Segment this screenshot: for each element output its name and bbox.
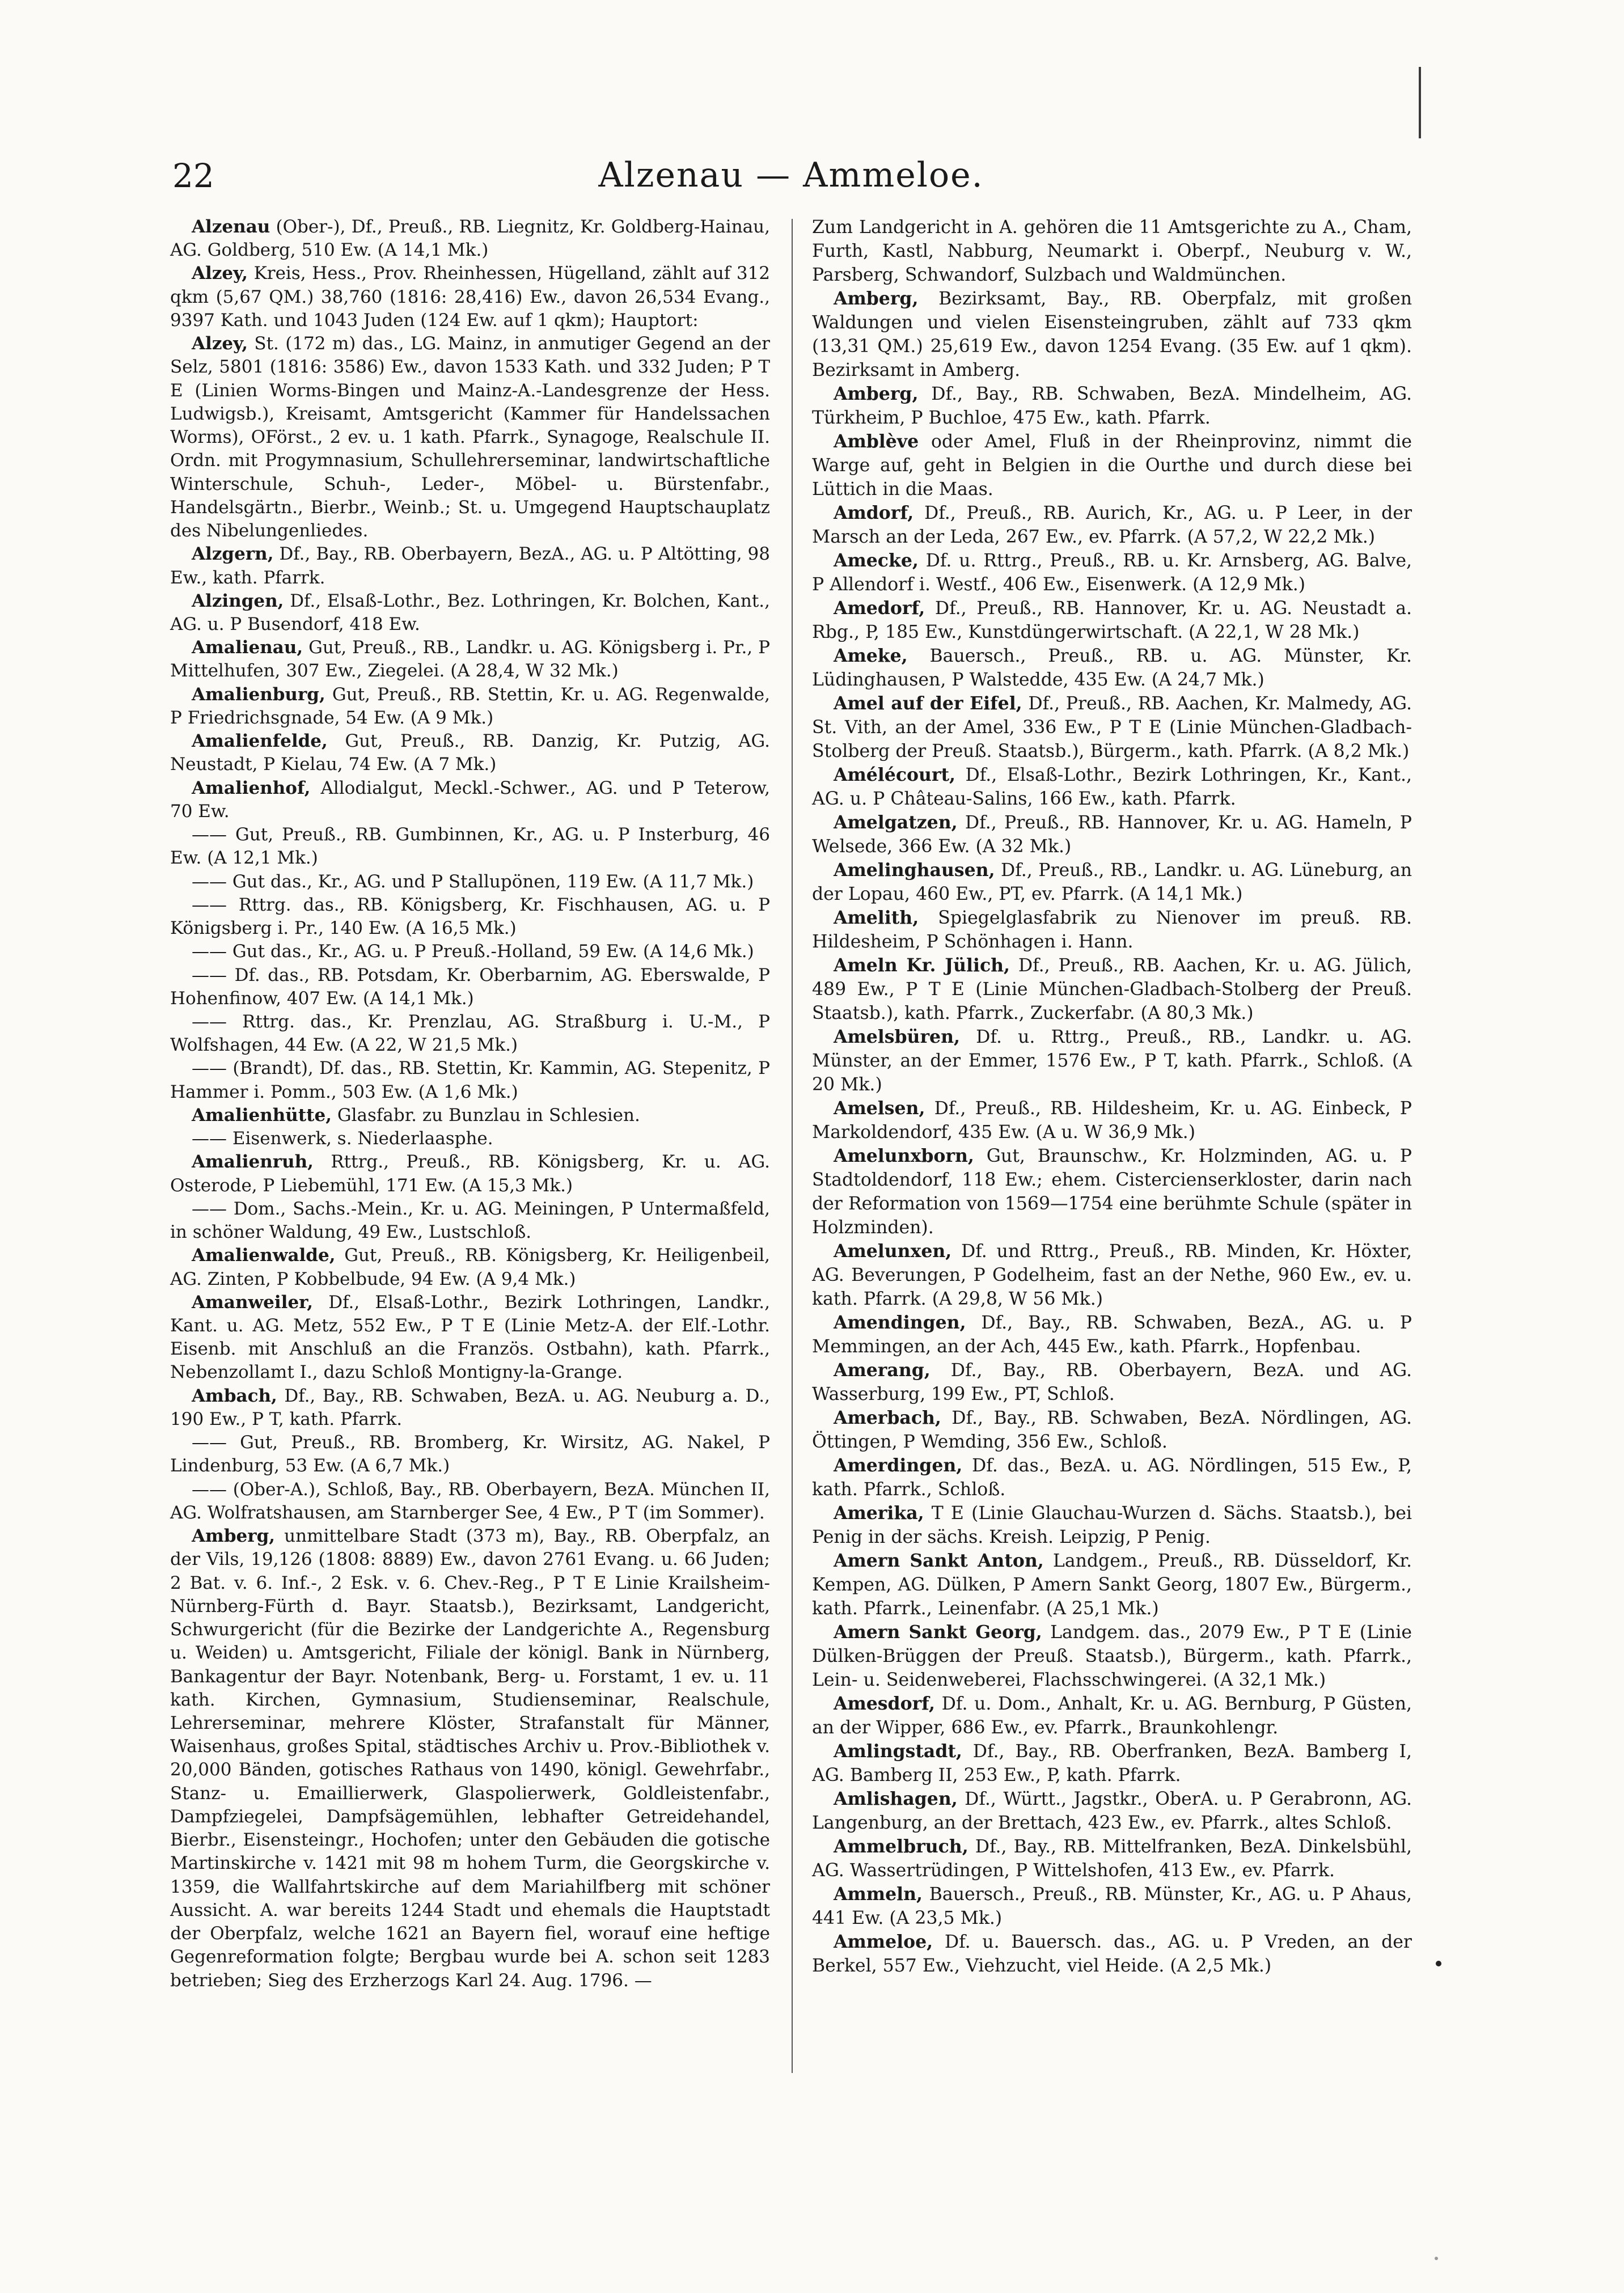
entry-headword: Amlingstadt, bbox=[834, 1741, 962, 1762]
dictionary-entry bbox=[812, 287, 1412, 382]
entry-text: Df., Preuß., RB. Hannover, Kr. u. AG. Neustadt a. Rbg., P, 185 Ew., Kunstdüngerwirtschaft. (A 22,1, W 28 Mk.) bbox=[812, 598, 1412, 642]
column-divider bbox=[792, 219, 793, 2073]
entry-headword: Amélécourt, bbox=[834, 764, 956, 785]
entry-headword: Amelinghausen, bbox=[834, 860, 995, 881]
dictionary-entry bbox=[812, 1406, 1412, 1454]
entry-headword: Amalienburg, bbox=[192, 684, 325, 705]
page-header bbox=[170, 152, 1412, 211]
entry-headword: Amlishagen, bbox=[834, 1788, 958, 1809]
dictionary-entry bbox=[170, 940, 770, 963]
dictionary-entry bbox=[812, 1692, 1412, 1740]
entry-text: Gut, Preuß., RB. Königsberg, Kr. Heiligenbeil, AG. Zinten, P Kobbelbude, 94 Ew. (A 9,4 Mk.) bbox=[170, 1245, 770, 1289]
entry-text: Df., Preuß., RB. Aurich, Kr., AG. u. P Leer, in der Marsch an der Leda, 267 Ew., ev. Pfarrk. (A 57,2, W 22,2 Mk.) bbox=[812, 503, 1412, 547]
entry-headword: Amelith, bbox=[834, 907, 919, 928]
entry-headword: Ammeln, bbox=[834, 1884, 923, 1905]
entry-headword: Amberg, bbox=[834, 383, 919, 404]
right-column bbox=[812, 215, 1412, 1978]
entry-text: unmittelbare Stadt (373 m), Bay., RB. Oberpfalz, an der Vils, 19,126 (1808: 8889) Ew., davon 2761 Evang. u. 66 Juden; 2 Bat. v. 6. Inf.-, 2 Esk. v. 6. Chev.-Reg., P T E Linie Krailsheim-Nürnberg-Fürth d. Bayr. Staatsb.), Bezirksamt, Landgericht, Schwurgericht (für die Bezirke der Landgerichte A., Regensburg u. Weiden) u. Amtsgericht, Filiale der königl. Bank in Nürnberg, Bankagentur der Bayr. Notenbank, Berg- u. Forstamt, 1 ev. u. 11 kath. Kirchen, Gymnasium, Studienseminar, Realschule, Lehrerseminar, mehrere Klöster, Strafanstalt für Männer, Waisenhaus, großes Spital, städtisches Archiv u. Prov.-Bibliothek v. 20,000 Bänden, gotisches Rathaus von 1490, königl. Gewehrfabr., Stanz- u. Emaillierwerk, Glaspolierwerk, Goldleistenfabr., Dampfziegelei, Dampfsägemühlen, lebhafter Getreidehandel, Bierbr., Eisensteingr., Hochofen; unter den Gebäuden die gotische Martinskirche v. 1421 mit 98 m hohem Turm, die Georgskirche v. 1359, die Wallfahrtskirche auf dem Mariahilfberg mit schöner Aussicht. A. war bereits 1244 Stadt und ehemals die Hauptstadt der Oberpfalz, welche 1621 an Bayern fiel, worauf eine heftige Gegenreformation folgte; Bergbau wurde bei A. schon seit 1283 betrieben; Sieg des Erzherzogs Karl 24. Aug. 1796. — bbox=[170, 1526, 770, 1991]
dictionary-entry bbox=[812, 811, 1412, 858]
dictionary-entry bbox=[812, 1787, 1412, 1835]
entry-text: Df., Elsaß-Lothr., Bez. Lothringen, Kr. Bolchen, Kant., AG. u. P Busendorf, 418 Ew. bbox=[170, 590, 770, 634]
dictionary-entry bbox=[812, 763, 1412, 811]
entry-headword: Amelunxen, bbox=[834, 1241, 952, 1262]
entry-text: —— Dom., Sachs.-Mein., Kr. u. AG. Meiningen, P Untermaßfeld, in schöner Waldung, 49 Ew., Lustschloß. bbox=[170, 1198, 770, 1243]
dictionary-entry bbox=[812, 1359, 1412, 1406]
entry-text: Df., Bay., RB. Mittelfranken, BezA. Dinkelsbühl, AG. Wassertrüdingen, P Wittelshofen, 413 Ew., ev. Pfarrk. bbox=[812, 1837, 1412, 1881]
entry-text: —— Rttrg. das., Kr. Prenzlau, AG. Straßburg i. U.-M., P Wolfshagen, 44 Ew. (A 22, W 21,5 Mk.) bbox=[170, 1011, 770, 1056]
dictionary-entry bbox=[170, 683, 770, 730]
entry-text: Allodialgut, Meckl.-Schwer., AG. und P Teterow, 70 Ew. bbox=[170, 777, 770, 822]
entry-text: Df., Preuß., RB. Hannover, Kr. u. AG. Hameln, P Welsede, 366 Ew. (A 32 Mk.) bbox=[812, 813, 1412, 857]
dictionary-entry bbox=[170, 870, 770, 894]
entry-text: Gut, Preuß., RB., Landkr. u. AG. Königsberg i. Pr., P Mittelhufen, 307 Ew., Ziegelei. (A 28,4, W 32 Mk.) bbox=[170, 637, 770, 682]
entry-headword: Amelgatzen, bbox=[834, 812, 958, 833]
dictionary-entry bbox=[170, 894, 770, 940]
entry-text: Df., Bay., RB. Oberfranken, BezA. Bamberg I, AG. Bamberg II, 253 Ew., P, kath. Pfarrk. bbox=[812, 1741, 1412, 1786]
dictionary-entry bbox=[170, 215, 770, 262]
entry-headword: Amblève bbox=[834, 431, 919, 452]
entry-text: Df., Elsaß-Lothr., Bezirk Lothringen, Kr., Kant., AG. u. P Château-Salins, 166 Ew., kath. Pfarrk. bbox=[812, 765, 1412, 809]
entry-text: Df. das., BezA. u. AG. Nördlingen, 515 Ew., P, kath. Pfarrk., Schloß. bbox=[812, 1456, 1412, 1500]
margin-mark bbox=[1419, 67, 1421, 138]
entry-headword: Amerang, bbox=[834, 1360, 931, 1381]
entry-text: Bauersch., Preuß., RB. u. AG. Münster, Kr. Lüdinghausen, P Walstedde, 435 Ew. (A 24,7 Mk.) bbox=[812, 646, 1412, 690]
dictionary-entry bbox=[812, 215, 1412, 287]
entry-headword: Alzey, bbox=[192, 263, 248, 284]
entry-text: Df., Preuß., RB. Aachen, Kr. Malmedy, AG. St. Vith, an der Amel, 336 Ew., P T E (Linie München-Gladbach-Stolberg der Preuß. Staatsb.), Bürgerm., kath. Pfarrk. (A 8,2 Mk.) bbox=[812, 693, 1412, 761]
entry-headword: Alzey, bbox=[192, 333, 248, 354]
dictionary-entry bbox=[812, 858, 1412, 906]
dictionary-entry bbox=[170, 1244, 770, 1291]
dictionary-entry bbox=[170, 964, 770, 1010]
dictionary-entry bbox=[812, 1882, 1412, 1930]
entry-text: Bezirksamt, Bay., RB. Oberpfalz, mit großen Waldungen und vielen Eisensteingruben, zählt auf 733 qkm (13,31 QM.) 25,619 Ew., davon 1254 Evang. (35 Ew. auf 1 qkm). Bezirksamt in Amberg. bbox=[812, 289, 1412, 380]
entry-headword: Ameln Kr. Jülich, bbox=[834, 955, 1010, 976]
entry-text: —— Eisenwerk, s. Niederlaasphe. bbox=[192, 1128, 493, 1149]
dictionary-entry bbox=[170, 1525, 770, 1992]
margin-dot bbox=[1436, 1961, 1441, 1966]
entry-text: Gut, Braunschw., Kr. Holzminden, AG. u. P Stadtoldendorf, 118 Ew.; ehem. Cistercienserkloster, darin nach der Reformation von 1569—1754 eine berühmte Schule (später in Holzminden). bbox=[812, 1146, 1412, 1238]
entry-text: Df., Bay., RB. Schwaben, BezA. Nördlingen, AG. Öttingen, P Wemding, 356 Ew., Schloß. bbox=[812, 1408, 1412, 1452]
entry-text: oder Amel, Fluß in der Rheinprovinz, nimmt die Warge auf, geht in Belgien in die Ourthe und durch diese bei Lüttich in die Maas. bbox=[812, 431, 1412, 500]
entry-headword: Amelunxborn, bbox=[834, 1145, 974, 1166]
dictionary-entry bbox=[812, 644, 1412, 692]
entry-headword: Amerbach, bbox=[834, 1407, 941, 1428]
entry-headword: Ameke, bbox=[834, 645, 908, 666]
dictionary-entry bbox=[170, 1291, 770, 1385]
left-column bbox=[170, 215, 770, 1992]
entry-text: Df. u. Rttrg., Preuß., RB. u. Kr. Arnsberg, AG. Balve, P Allendorf i. Westf., 406 Ew., Eisenwerk. (A 12,9 Mk.) bbox=[812, 551, 1412, 595]
entry-headword: Ambach, bbox=[192, 1385, 277, 1406]
entry-text: Df. u. Dom., Anhalt, Kr. u. AG. Bernburg, P Güsten, an der Wipper, 686 Ew., ev. Pfarrk., Braunkohlengr. bbox=[812, 1694, 1412, 1738]
entry-text: —— (Ober-A.), Schloß, Bay., RB. Oberbayern, BezA. München II, AG. Wolfratshausen, am Starnberger See, 4 Ew., P T (im Sommer). bbox=[170, 1479, 770, 1523]
dictionary-entry bbox=[812, 1740, 1412, 1787]
dictionary-entry bbox=[170, 543, 770, 589]
entry-text: (Ober-), Df., Preuß., RB. Liegnitz, Kr. Goldberg-Hainau, AG. Goldberg, 510 Ew. (A 14,1 Mk.) bbox=[170, 217, 770, 261]
dictionary-entry bbox=[170, 1431, 770, 1478]
dictionary-entry bbox=[812, 501, 1412, 549]
entry-headword: Amdorf, bbox=[834, 502, 914, 523]
entry-text: —— Gut das., Kr., AG. u. P Preuß.-Holland, 59 Ew. (A 14,6 Mk.) bbox=[192, 941, 754, 962]
dictionary-entry bbox=[812, 430, 1412, 501]
entry-headword: Amendingen, bbox=[834, 1312, 966, 1333]
entry-text: Df., Bay., RB. Schwaben, BezA. u. AG. Neuburg a. D., 190 Ew., P T, kath. Pfarrk. bbox=[170, 1385, 770, 1429]
page-number: 22 bbox=[172, 156, 214, 195]
entry-headword: Alzenau bbox=[192, 217, 270, 237]
dictionary-entry bbox=[170, 332, 770, 543]
entry-headword: Amerika, bbox=[834, 1503, 924, 1524]
entry-headword: Amalienhof, bbox=[192, 777, 311, 798]
entry-text: Landgem. das., 2079 Ew., P T E (Linie Dülken-Brüggen der Preuß. Staatsb.), Bürgerm., kath. Pfarrk., Lein- u. Seidenweberei, Flachsschwingerei. (A 32,1 Mk.) bbox=[812, 1622, 1412, 1690]
entry-text: Df., Württ., Jagstkr., OberA. u. P Gerabronn, AG. Langenburg, an der Brettach, 423 Ew., ev. Pfarrk., altes Schloß. bbox=[812, 1789, 1412, 1833]
entry-headword: Amern Sankt Anton, bbox=[834, 1550, 1044, 1571]
entry-text: Df. u. Bauersch. das., AG. u. P Vreden, an der Berkel, 557 Ew., Viehzucht, viel Heide. (A 2,5 Mk.) bbox=[812, 1932, 1412, 1976]
dictionary-entry bbox=[812, 692, 1412, 763]
dictionary-entry bbox=[812, 1501, 1412, 1549]
entry-text: Gut, Preuß., RB. Danzig, Kr. Putzig, AG. Neustadt, P Kielau, 74 Ew. (A 7 Mk.) bbox=[170, 731, 770, 775]
dictionary-entry bbox=[812, 906, 1412, 954]
entry-text: Df., Bay., RB. Schwaben, BezA., AG. u. P Memmingen, an der Ach, 445 Ew., kath. Pfarrk., Hopfenbau. bbox=[812, 1313, 1412, 1357]
entry-headword: Amerdingen, bbox=[834, 1455, 963, 1476]
entry-headword: Alzingen, bbox=[192, 590, 284, 611]
entry-text: Glasfabr. zu Bunzlau in Schlesien. bbox=[332, 1105, 640, 1126]
entry-headword: Amberg, bbox=[834, 288, 919, 309]
entry-text: Df., Preuß., RB. Hildesheim, Kr. u. AG. Einbeck, P Markoldendorf, 435 Ew. (A u. W 36,9 Mk.) bbox=[812, 1098, 1412, 1143]
dictionary-entry bbox=[812, 1549, 1412, 1621]
dictionary-entry bbox=[812, 549, 1412, 596]
entry-headword: Amesdorf, bbox=[834, 1693, 936, 1714]
entry-headword: Amalienhütte, bbox=[192, 1105, 332, 1126]
entry-headword: Amalienwalde, bbox=[192, 1245, 336, 1266]
entry-headword: Amel auf der Eifel, bbox=[834, 693, 1022, 714]
dictionary-entry bbox=[170, 1150, 770, 1197]
dictionary-entry bbox=[812, 1311, 1412, 1359]
dictionary-entry bbox=[170, 1104, 770, 1127]
entry-text: —— (Brandt), Df. das., RB. Stettin, Kr. Kammin, AG. Stepenitz, P Hammer i. Pomm., 503 Ew. (A 1,6 Mk.) bbox=[170, 1058, 770, 1102]
dictionary-entry bbox=[170, 730, 770, 776]
dictionary-entry bbox=[170, 1127, 770, 1150]
entry-headword: Alzgern, bbox=[192, 544, 274, 565]
dictionary-entry bbox=[812, 1930, 1412, 1978]
dictionary-entry bbox=[170, 590, 770, 636]
entry-text: Df., Bay., RB. Oberbayern, BezA., AG. u. P Altötting, 98 Ew., kath. Pfarrk. bbox=[170, 544, 770, 588]
dictionary-entry bbox=[812, 382, 1412, 430]
margin-speck bbox=[1435, 2257, 1438, 2260]
entry-text: Kreis, Hess., Prov. Rheinhessen, Hügelland, zählt auf 312 qkm (5,67 QM.) 38,760 (1816: 28,416) Ew., davon 26,534 Evang., 9397 Kath. und 1043 Juden (124 Ew. auf 1 qkm); Hauptort: bbox=[170, 263, 770, 331]
entry-text: Df., Preuß., RB. Aachen, Kr. u. AG. Jülich, 489 Ew., P T E (Linie München-Gladbach-Stolberg der Preuß. Staatsb.), kath. Pfarrk., Zuckerfabr. (A 80,3 Mk.) bbox=[812, 955, 1412, 1023]
entry-text: Bauersch., Preuß., RB. Münster, Kr., AG. u. P Ahaus, 441 Ew. (A 23,5 Mk.) bbox=[812, 1884, 1412, 1928]
entry-headword: Ammelbruch, bbox=[834, 1836, 969, 1857]
entry-headword: Amedorf, bbox=[834, 598, 925, 619]
entry-text: T E (Linie Glauchau-Wurzen d. Sächs. Staatsb.), bei Penig in der sächs. Kreish. Leipzig, P Penig. bbox=[812, 1503, 1412, 1547]
entry-text: Df. u. Rttrg., Preuß., RB., Landkr. u. AG. Münster, an der Emmer, 1576 Ew., P T, kath. Pfarrk., Schloß. (A 20 Mk.) bbox=[812, 1027, 1412, 1095]
entry-headword: Amalienfelde, bbox=[192, 731, 328, 752]
entry-text: Df., Bay., RB. Oberbayern, BezA. und AG. Wasserburg, 199 Ew., PT, Schloß. bbox=[812, 1360, 1412, 1404]
entry-headword: Amalienau, bbox=[192, 637, 303, 658]
entry-headword: Amalienruh, bbox=[192, 1152, 314, 1173]
entry-text: Df., Preuß., RB., Landkr. u. AG. Lüneburg, an der Lopau, 460 Ew., PT, ev. Pfarrk. (A 14,1 Mk.) bbox=[812, 860, 1412, 904]
entry-headword: Amecke, bbox=[834, 550, 919, 571]
entry-text: Df., Bay., RB. Schwaben, BezA. Mindelheim, AG. Türkheim, P Buchloe, 475 Ew., kath. Pfarrk. bbox=[812, 384, 1412, 428]
dictionary-entry bbox=[170, 1478, 770, 1525]
entry-text: —— Df. das., RB. Potsdam, Kr. Oberbarnim, AG. Eberswalde, P Hohenfinow, 407 Ew. (A 14,1 Mk.) bbox=[170, 964, 770, 1009]
entry-text: Spiegelglasfabrik zu Nienover im preuß. RB. Hildesheim, P Schönhagen i. Hann. bbox=[812, 908, 1412, 952]
entry-text: —— Rttrg. das., RB. Königsberg, Kr. Fischhausen, AG. u. P Königsberg i. Pr., 140 Ew. (A 16,5 Mk.) bbox=[170, 894, 770, 939]
entry-text: St. (172 m) das., LG. Mainz, in anmutiger Gegend an der Selz, 5801 (1816: 3586) Ew., davon 1533 Kath. und 332 Juden; P T E (Linien Worms-Bingen und Mainz-A.-Landesgrenze der Hess. Ludwigsb.), Kreisamt, Amtsgericht (Kammer für Handelssachen Worms), OFörst., 2 ev. u. 1 kath. Pfarrk., Synagoge, Realschule II. Ordn. mit Progymnasium, Schullehrerseminar, landwirtschaftliche Winterschule, Schuh-, Leder-, Möbel- u. Bürstenfabr., Handelsgärtn., Bierbr., Weinb.; St. u. Umgegend Hauptschauplatz des Nibelungenliedes. bbox=[170, 333, 770, 541]
entry-headword: Amelsen, bbox=[834, 1098, 925, 1119]
entry-text: Landgem., Preuß., RB. Düsseldorf, Kr. Kempen, AG. Dülken, P Amern Sankt Georg, 1807 Ew., Bürgerm., kath. Pfarrk., Leinenfabr. (A 25,1 Mk.) bbox=[812, 1551, 1412, 1619]
dictionary-entry bbox=[812, 954, 1412, 1025]
dictionary-entry bbox=[170, 1057, 770, 1103]
dictionary-entry bbox=[812, 1621, 1412, 1692]
entry-headword: Ammeloe, bbox=[834, 1931, 933, 1952]
dictionary-entry bbox=[812, 1097, 1412, 1144]
entry-text: —— Gut, Preuß., RB. Bromberg, Kr. Wirsitz, AG. Nakel, P Lindenburg, 53 Ew. (A 6,7 Mk.) bbox=[170, 1432, 770, 1477]
dictionary-entry bbox=[812, 1144, 1412, 1239]
entry-text: Df., Elsaß-Lothr., Bezirk Lothringen, Landkr., Kant. u. AG. Metz, 552 Ew., P T E (Linie Metz-A. der Elf.-Lothr. Eisenb. mit Anschluß an die Französ. Ostbahn), kath. Pfarrk., Nebenzollamt I., dazu Schloß Montigny-la-Grange. bbox=[170, 1292, 770, 1383]
entry-text: —— Gut das., Kr., AG. und P Stallupönen, 119 Ew. (A 11,7 Mk.) bbox=[192, 871, 754, 892]
dictionary-entry bbox=[812, 1239, 1412, 1311]
entry-headword: Amern Sankt Georg, bbox=[834, 1622, 1042, 1643]
entry-headword: Amelsbüren, bbox=[834, 1026, 960, 1047]
running-title: Alzenau — Ammeloe. bbox=[598, 155, 984, 195]
dictionary-entry bbox=[812, 1025, 1412, 1097]
dictionary-entry bbox=[812, 1835, 1412, 1882]
dictionary-entry bbox=[170, 1010, 770, 1057]
entry-headword: Amberg, bbox=[192, 1526, 276, 1547]
dictionary-entry bbox=[170, 823, 770, 870]
entry-text: Gut, Preuß., RB. Stettin, Kr. u. AG. Regenwalde, P Friedrichsgnade, 54 Ew. (A 9 Mk.) bbox=[170, 684, 770, 728]
entry-headword: Amanweiler, bbox=[192, 1292, 314, 1313]
entry-text: Df. und Rttrg., Preuß., RB. Minden, Kr. Höxter, AG. Beverungen, P Godelheim, fast an der Nethe, 960 Ew., ev. u. kath. Pfarrk. (A 29,8, W 56 Mk.) bbox=[812, 1241, 1412, 1309]
entry-text: Rttrg., Preuß., RB. Königsberg, Kr. u. AG. Osterode, P Liebemühl, 171 Ew. (A 15,3 Mk.) bbox=[170, 1152, 770, 1196]
entry-text: —— Gut, Preuß., RB. Gumbinnen, Kr., AG. u. P Insterburg, 46 Ew. (A 12,1 Mk.) bbox=[170, 824, 770, 869]
dictionary-entry bbox=[170, 636, 770, 683]
dictionary-entry bbox=[812, 1454, 1412, 1501]
entry-text: Zum Landgericht in A. gehören die 11 Amtsgerichte zu A., Cham, Furth, Kastl, Nabburg, Neumarkt i. Oberpf., Neuburg v. W., Parsberg, Schwandorf, Sulzbach und Waldmünchen. bbox=[812, 217, 1412, 285]
dictionary-entry bbox=[170, 1385, 770, 1431]
dictionary-entry bbox=[170, 777, 770, 823]
dictionary-entry bbox=[170, 1198, 770, 1244]
dictionary-entry bbox=[812, 596, 1412, 644]
dictionary-entry bbox=[170, 262, 770, 332]
